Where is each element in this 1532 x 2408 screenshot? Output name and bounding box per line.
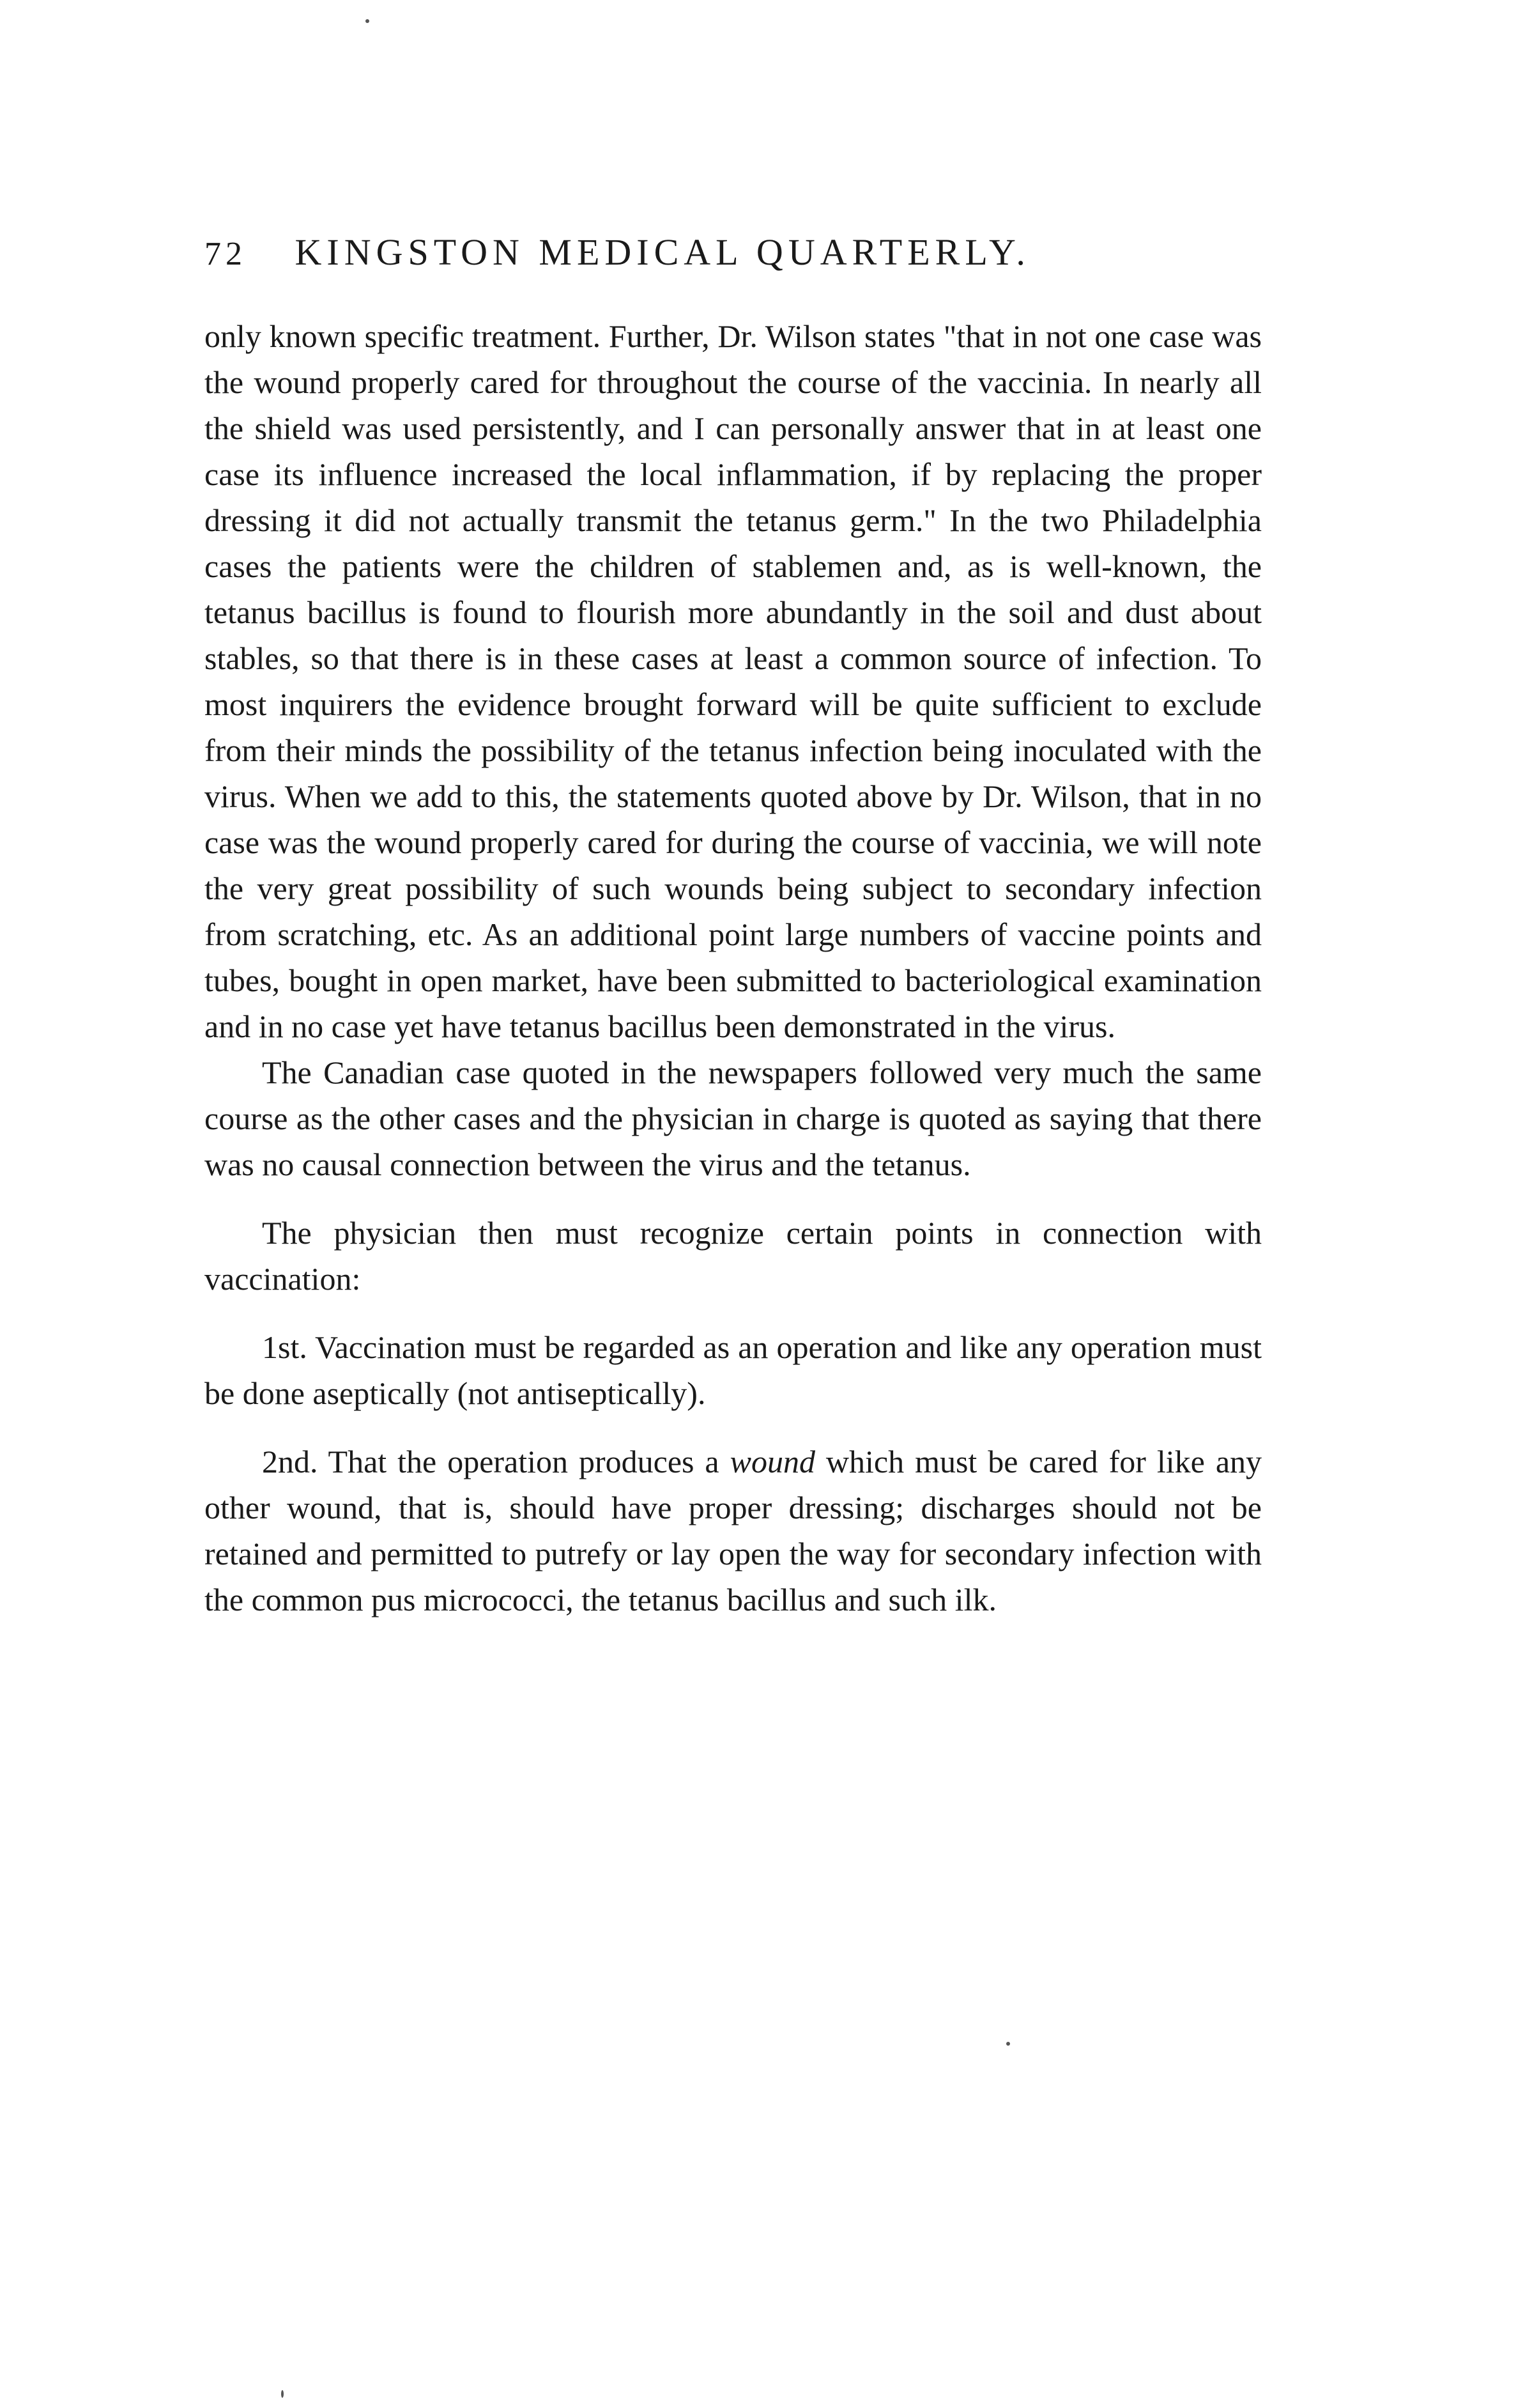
paragraph-point-first: 1st. Vaccination must be regarded as an operation and like any operation must be done aseptically (not antiseptically). — [204, 1329, 1262, 1411]
running-head — [204, 227, 1303, 278]
print-speck — [281, 2390, 284, 2398]
paragraph-canadian-case: The Canadian case quoted in the newspapers followed very much the same course as the other cases and the physician in charge is quoted as saying that there was no causal connection between the virus and the tetanus. — [204, 1054, 1262, 1182]
paragraph-continued: only known specific treatment. Further, Dr. Wilson states "that in not one case was the wound properly cared for throughout the course of the vaccinia. In nearly all the shield was used persistently, and I can personally answer that in at least one case its influence increased the local inflammation, if by replacing the proper dressing it did not actually transmit the tetanus germ." In the two Philadelphia cases the patients were the children of stablemen and, as is well-known, the tetanus bacillus is found to flourish more abundantly in the soil and dust about stables, so that there is in these cases at least a common source of infection. To most inquirers the evidence brought forward will be quite sufficient to exclude from their minds the possibility of the tetanus infection being inoculated with the virus. When we add to this, the statements quoted above by Dr. Wilson, that in no case was the wound properly cared for during the course of vaccinia, we will note the very great possibility of such wounds being subject to secondary infection from scratching, etc. As an additional point large numbers of vaccine points and tubes, bought in open market, have been submitted to bacteriological examination and in no case yet have tetanus bacillus been demonstrated in the virus. — [204, 318, 1262, 1044]
paragraph-point-second — [204, 1439, 1262, 1623]
page-number: 72 — [204, 236, 247, 272]
point-second-emphasis: wound — [730, 1444, 815, 1479]
point-second-text-start: 2nd. That the operation produces a — [262, 1444, 730, 1479]
body-text — [204, 313, 1262, 1645]
paragraph-points-intro: The physician then must recognize certain points in connection with vaccination: — [204, 1215, 1262, 1297]
print-speck — [365, 19, 369, 23]
point-second-text-end: which must be cared for like any other wound, that is, should have proper dressing; discharges should not be retained and permitted to putrefy or lay open the way for secondary infection with the common pus micrococci, the tetanus bacillus and such ilk. — [204, 1444, 1262, 1617]
print-speck — [1006, 2042, 1010, 2046]
journal-title: KINGSTON MEDICAL QUARTERLY. — [295, 231, 1030, 273]
